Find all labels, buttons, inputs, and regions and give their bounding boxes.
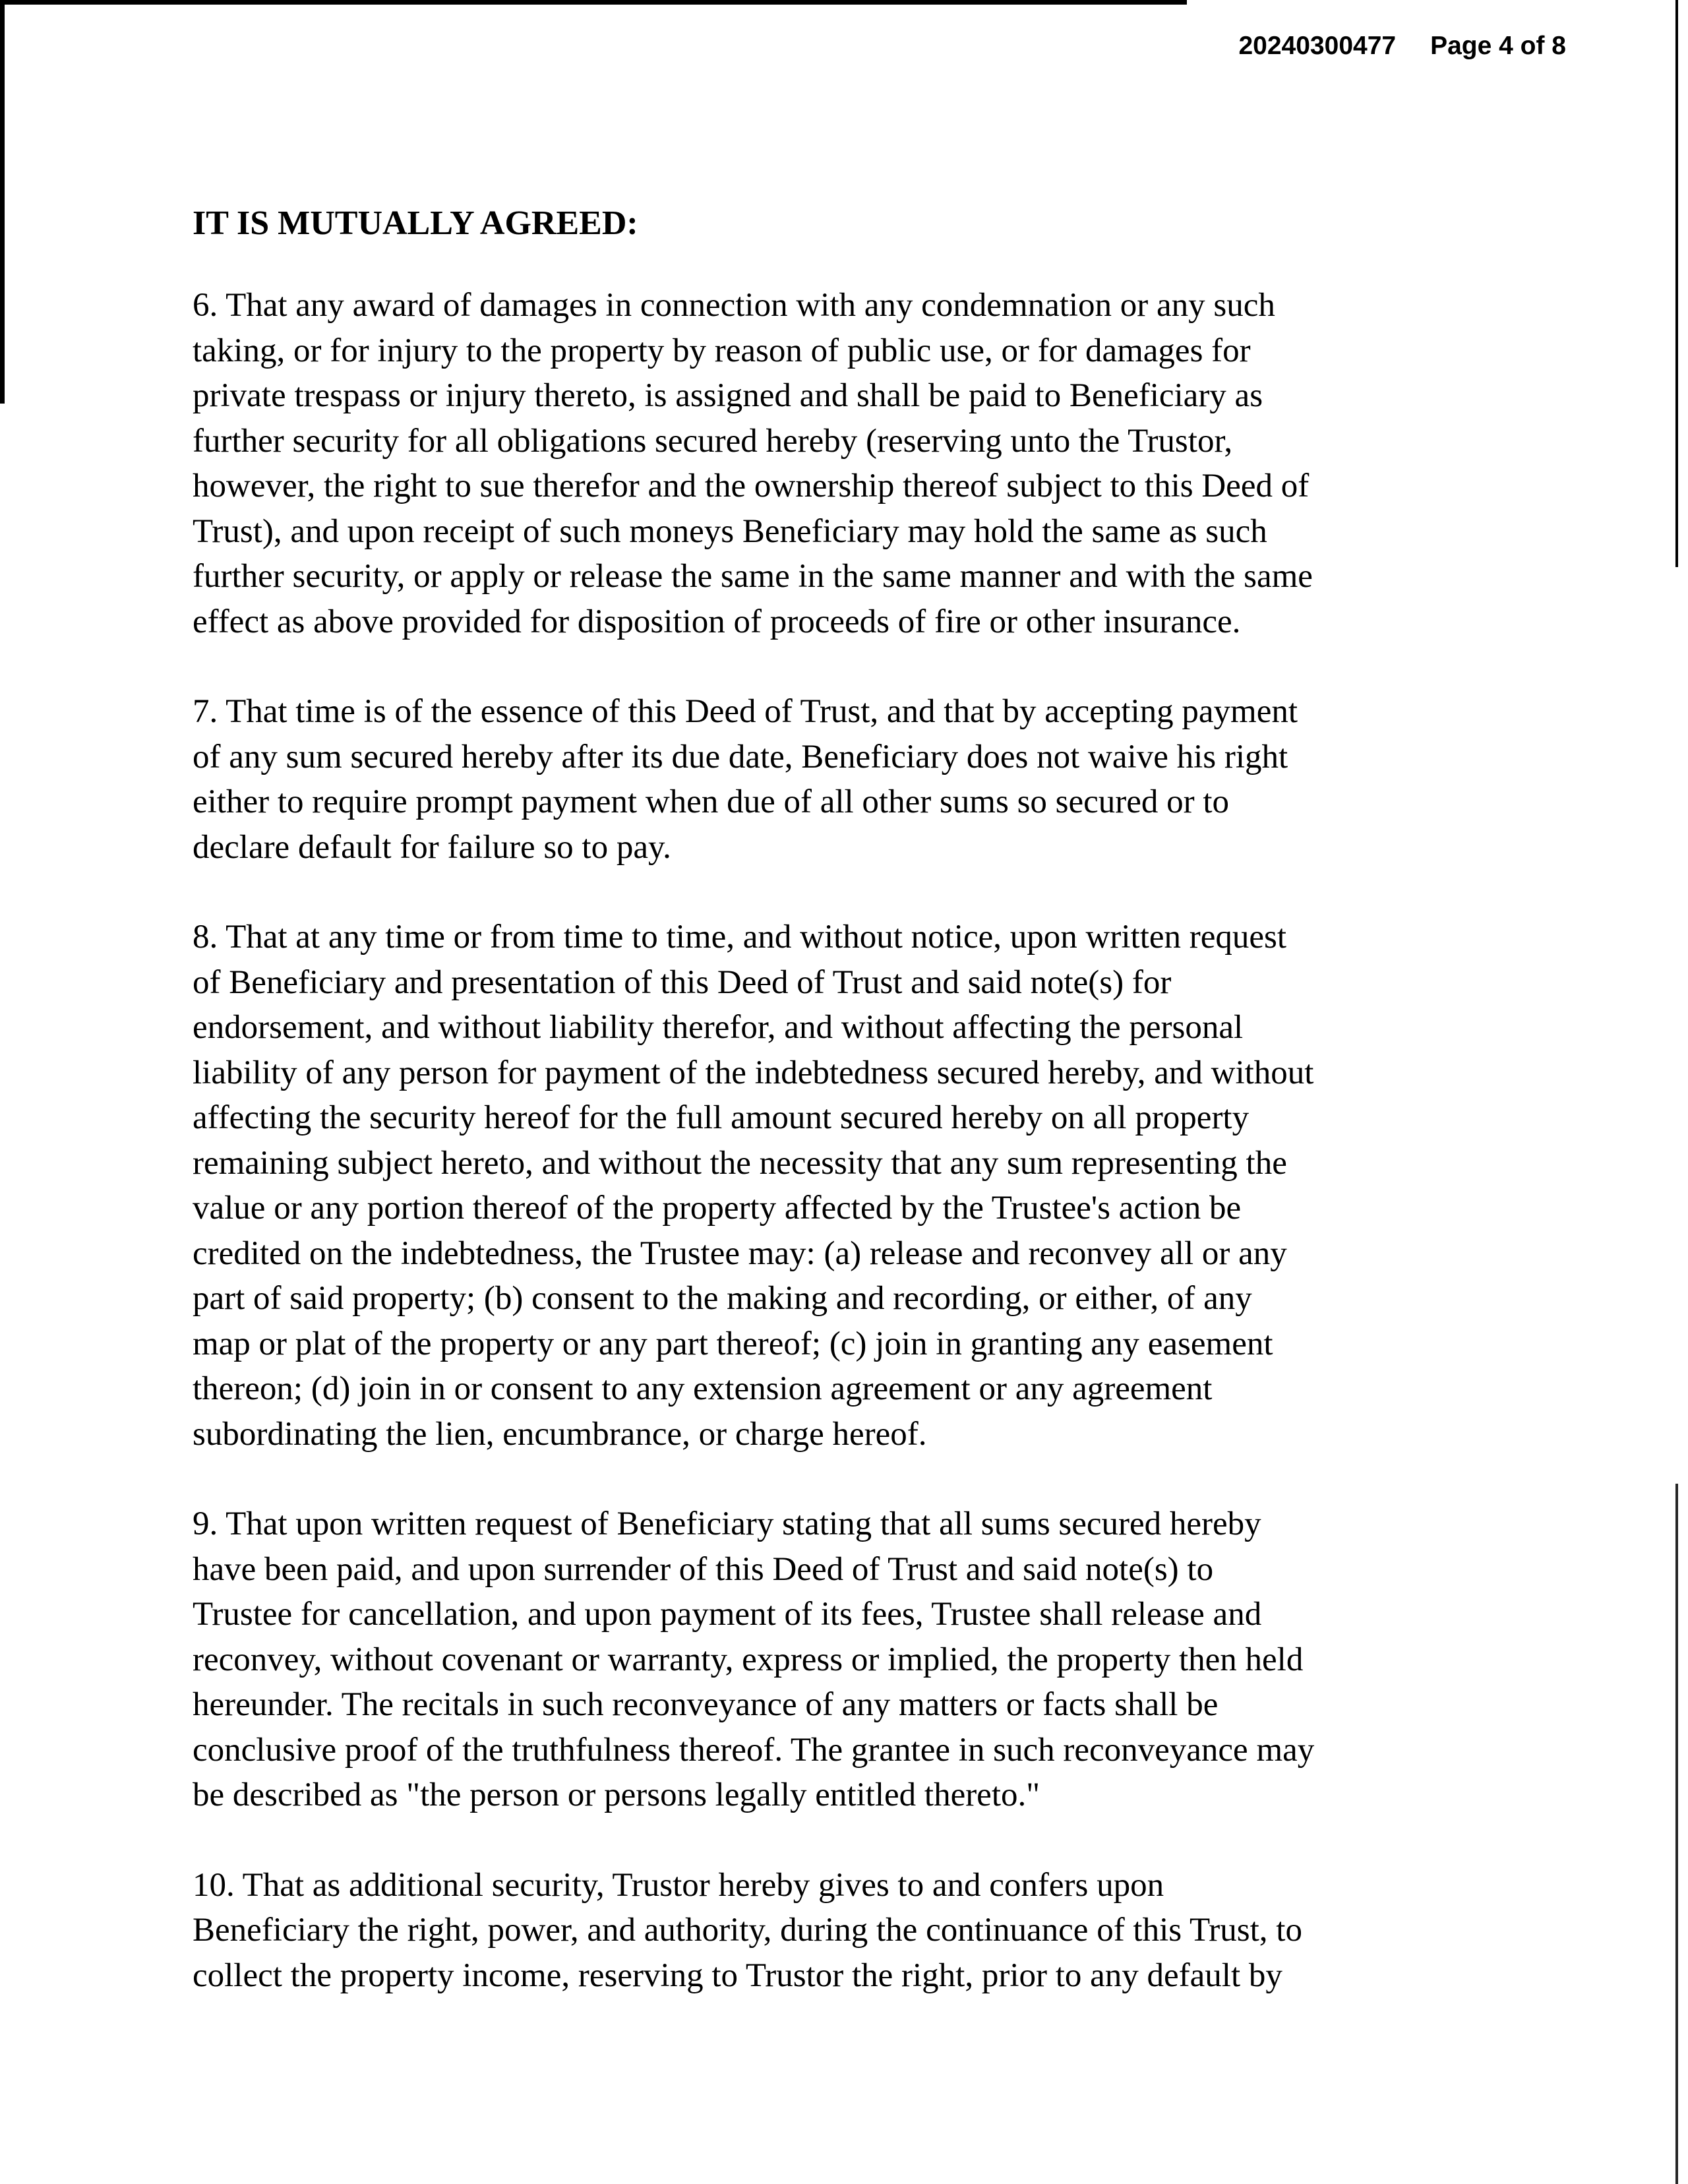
text-line: Beneficiary the right, power, and authority, during the continuance of this Trust, to [193,1912,1302,1949]
text-line: 8. That at any time or from time to time, and without notice, upon written request [193,919,1287,956]
text-line: taking, or for injury to the property by reason of public use, or for damages for [193,332,1251,369]
text-line: value or any portion thereof of the property affected by the Trustee's action be [193,1190,1242,1227]
document-number: 20240300477 [1238,32,1397,60]
text-line: further security, or apply or release the same in the same manner and with the same [193,558,1313,595]
section-heading: IT IS MUTUALLY AGREED: [193,204,638,242]
text-line: be described as "the person or persons legally entitled thereto." [193,1776,1040,1813]
text-line: of Beneficiary and presentation of this Deed of Trust and said note(s) for [193,963,1172,1001]
text-line: thereon; (d) join in or consent to any extension agreement or any agreement [193,1370,1213,1407]
text-line: private trespass or injury thereto, is assigned and shall be paid to Beneficiary as [193,377,1263,414]
scan-border-right [1675,0,1678,567]
text-line: either to require prompt payment when due of all other sums so secured or to [193,783,1230,820]
text-line: declare default for failure so to pay. [193,828,671,866]
text-line: 7. That time is of the essence of this Deed of Trust, and that by accepting payment [193,693,1298,730]
text-line: of any sum secured hereby after its due date, Beneficiary does not waive his right [193,738,1288,775]
text-line: Trust), and upon receipt of such moneys Beneficiary may hold the same as such [193,512,1267,550]
text-line: 9. That upon written request of Beneficiary stating that all sums secured hereby [193,1505,1261,1542]
text-line: subordinating the lien, encumbrance, or charge hereof. [193,1415,927,1453]
text-line: collect the property income, reserving to Trustor the right, prior to any default by [193,1957,1282,1994]
text-line: effect as above provided for disposition of proceeds of fire or other insurance. [193,603,1241,640]
text-line: however, the right to sue therefor and the ownership thereof subject to this Deed of [193,468,1310,504]
text-line: map or plat of the property or any part thereof; (c) join in granting any easement [193,1325,1273,1362]
text-line: Trustee for cancellation, and upon payment of its fees, Trustee shall release and [193,1596,1262,1633]
text-line: remaining subject hereto, and without the necessity that any sum representing the [193,1144,1287,1182]
paragraph-9 [193,1502,1511,1818]
paragraph-10 [193,1863,1511,1999]
text-line: further security for all obligations secured hereby (reserving unto the Trustor, [193,422,1233,460]
text-line: conclusive proof of the truthfulness thereof. The grantee in such reconveyance may [193,1731,1315,1769]
scan-border-right-lower [1675,1484,1678,2184]
page-indicator: Page 4 of 8 [1430,32,1566,60]
text-line: liability of any person for payment of the indebtedness secured hereby, and without [193,1054,1314,1091]
text-line: 10. That as additional security, Trustor hereby gives to and confers upon [193,1866,1164,1904]
paragraph-8 [193,915,1511,1457]
page-header [1238,32,1566,61]
text-line: affecting the security hereof for the full amount secured hereby on all property [193,1099,1250,1136]
scan-border-left [0,0,5,404]
text-line: have been paid, and upon surrender of this Deed of Trust and said note(s) to [193,1550,1214,1588]
scan-border-top [0,0,1187,5]
text-line: hereunder. The recitals in such reconveyance of any matters or facts shall be [193,1686,1219,1723]
text-line: reconvey, without covenant or warranty, express or implied, the property then held [193,1641,1304,1678]
paragraph-7 [193,689,1511,870]
text-line: endorsement, and without liability therefor, and without affecting the personal [193,1009,1244,1046]
text-line: 6. That any award of damages in connection with any condemnation or any such [193,287,1275,324]
text-line: credited on the indebtedness, the Trustee may: (a) release and reconvey all or any [193,1234,1287,1272]
paragraph-6 [193,283,1511,644]
document-body [193,201,1511,2043]
text-line: part of said property; (b) consent to the making and recording, or either, of any [193,1280,1252,1317]
